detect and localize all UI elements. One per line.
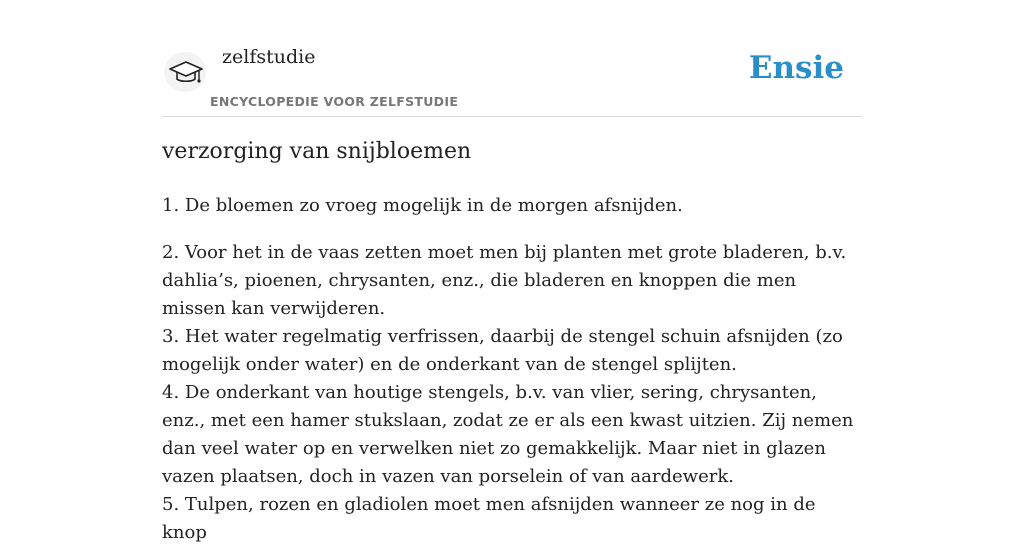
article-paragraph: 3. Het water regelmatig verfrissen, daarbij de stengel schuin afsnijden (zo mogelijk onder water) en de onderkant van de stengel splijten. bbox=[162, 326, 843, 375]
brand-logo[interactable]: Ensie bbox=[748, 50, 844, 86]
article-paragraph: 1. De bloemen zo vroeg mogelijk in de morgen afsnijden. bbox=[162, 195, 683, 216]
article-paragraph: 2. Voor het in de vaas zetten moet men bij planten met grote bladeren, b.v. dahlia’s, pioenen, chrysanten, enz., die bladeren en knoppen die men missen kan verwijderen. bbox=[162, 242, 847, 319]
graduation-cap-icon[interactable] bbox=[164, 52, 206, 92]
page bbox=[162, 0, 862, 543]
article-body bbox=[162, 192, 862, 547]
site-tagline: ENCYCLOPEDIE VOOR ZELFSTUDIE bbox=[210, 94, 459, 109]
site-header bbox=[162, 0, 862, 117]
article-paragraph: 4. De onderkant van houtige stengels, b.v. van vlier, sering, chrysanten, enz., met een hamer stukslaan, zodat ze er als een kwast uitzien. Zij nemen dan veel water op en verwelken niet zo gemakkelijk. Maar niet in glazen vazen plaatsen, doch in vazen van porselein of van aardewerk. bbox=[162, 382, 854, 487]
article-title: verzorging van snijbloemen bbox=[162, 139, 472, 164]
site-name[interactable]: zelfstudie bbox=[222, 46, 316, 68]
article-paragraph: 5. Tulpen, rozen en gladiolen moet men afsnijden wanneer ze nog in de knop bbox=[162, 494, 816, 543]
